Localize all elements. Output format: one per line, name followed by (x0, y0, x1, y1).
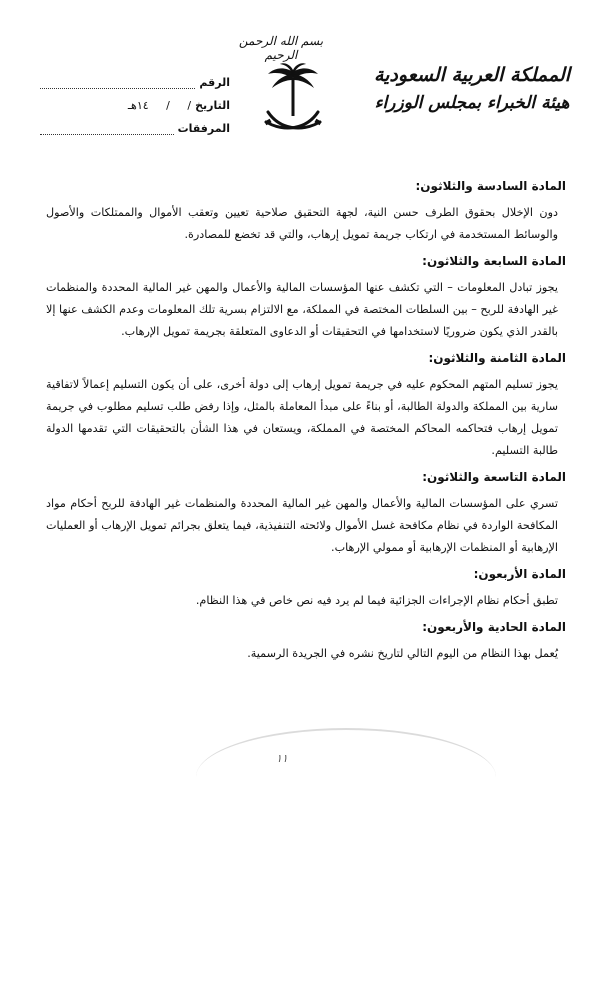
article-heading: المادة السادسة والثلاثون: (415, 179, 566, 193)
reference-block (40, 66, 230, 135)
date-value: / / ١٤هـ (127, 99, 192, 112)
reference-number-label: الرقم (199, 76, 230, 89)
article-heading: المادة السابعة والثلاثون: (422, 254, 566, 268)
attachments-label: المرفقات (177, 122, 230, 135)
article-text: دون الإخلال بحقوق الطرف حسن النية، لجهة التحقيق صلاحية تعيين وتعقب الأموال والممتلكات والأصول والوسائط المستخدمة في ارتكاب جريمة تمويل إرهاب، والتي قد تخضع للمصادرة. (46, 206, 558, 241)
attachments-line (40, 122, 174, 135)
official-stamp (196, 728, 496, 798)
article-text: تطبق أحكام نظام الإجراءات الجزائية فيما لم يرد فيه نص خاص في هذا النظام. (195, 594, 558, 607)
saudi-emblem-icon (262, 60, 324, 138)
article-heading: المادة الثامنة والثلاثون: (428, 351, 566, 365)
article-text: تسري على المؤسسات المالية والأعمال والمهن غير المالية المحددة والمنظمات غير الهادفة للربح أحكام مواد المكافحة الواردة في نظام مكافحة غسل الأموال ولائحته التنفيذية، فيما يتعلق بجرائم تمويل الإرهاب أو العمليات الإرهابية أو المنظمات الإرهابية أو ممولي الإرهاب. (46, 497, 558, 554)
authority-name: هيئة الخبراء بمجلس الوزراء (374, 93, 570, 113)
reference-number-line (40, 76, 195, 89)
basmala: بسم الله الرحمن الرحيم (238, 34, 324, 62)
article-41 (46, 619, 566, 665)
article-36 (46, 178, 566, 246)
article-text: يجوز تبادل المعلومات – التي تكشف عنها المؤسسات المالية والأعمال والمهن غير المالية المحددة والمنظمات غير الهادفة للربح – بين السلطات المختصة في المملكة، مع الالتزام بسرية تلك المعلومات وعدم الكشف عنها إلا بالقدر الذي يكون ضروريًا لاستخدامها في التحقيقات أو الدعاوى المتعلقة بجريمة تمويل الإرهاب. (46, 281, 558, 338)
article-39 (46, 469, 566, 559)
article-37 (46, 253, 566, 343)
document-body (46, 178, 566, 672)
attachments-row (40, 112, 230, 135)
article-38 (46, 350, 566, 462)
article-text: يجوز تسليم المتهم المحكوم عليه في جريمة تمويل إرهاب إلى دولة أخرى، على أن يكون التسليم إعمالاً لاتفاقية سارية بين المملكة والدولة الطالبة، أو بناءً على مبدأ المعاملة بالمثل، وإذا رفض طلب تسليم مطلوب في جريمة تمويل إرهاب فتحاكمه المحاكم المختصة في المملكة، ويستعان في هذا الشأن بالتحقيقات التي تقدمها الدولة طالبة التسليم. (46, 378, 558, 457)
page-mark: ١١ (276, 752, 288, 765)
article-heading: المادة الحادية والأربعون: (422, 620, 566, 634)
article-40 (46, 566, 566, 612)
article-heading: المادة الأربعون: (473, 567, 566, 581)
date-label: التاريخ (195, 99, 230, 112)
letterhead (0, 0, 612, 150)
reference-number-row (40, 66, 230, 89)
article-text: يُعمل بهذا النظام من اليوم التالي لتاريخ نشره في الجريدة الرسمية. (247, 647, 558, 660)
organization-name: المملكة العربية السعودية (373, 64, 571, 86)
article-heading: المادة التاسعة والثلاثون: (422, 470, 566, 484)
date-row (40, 89, 230, 112)
